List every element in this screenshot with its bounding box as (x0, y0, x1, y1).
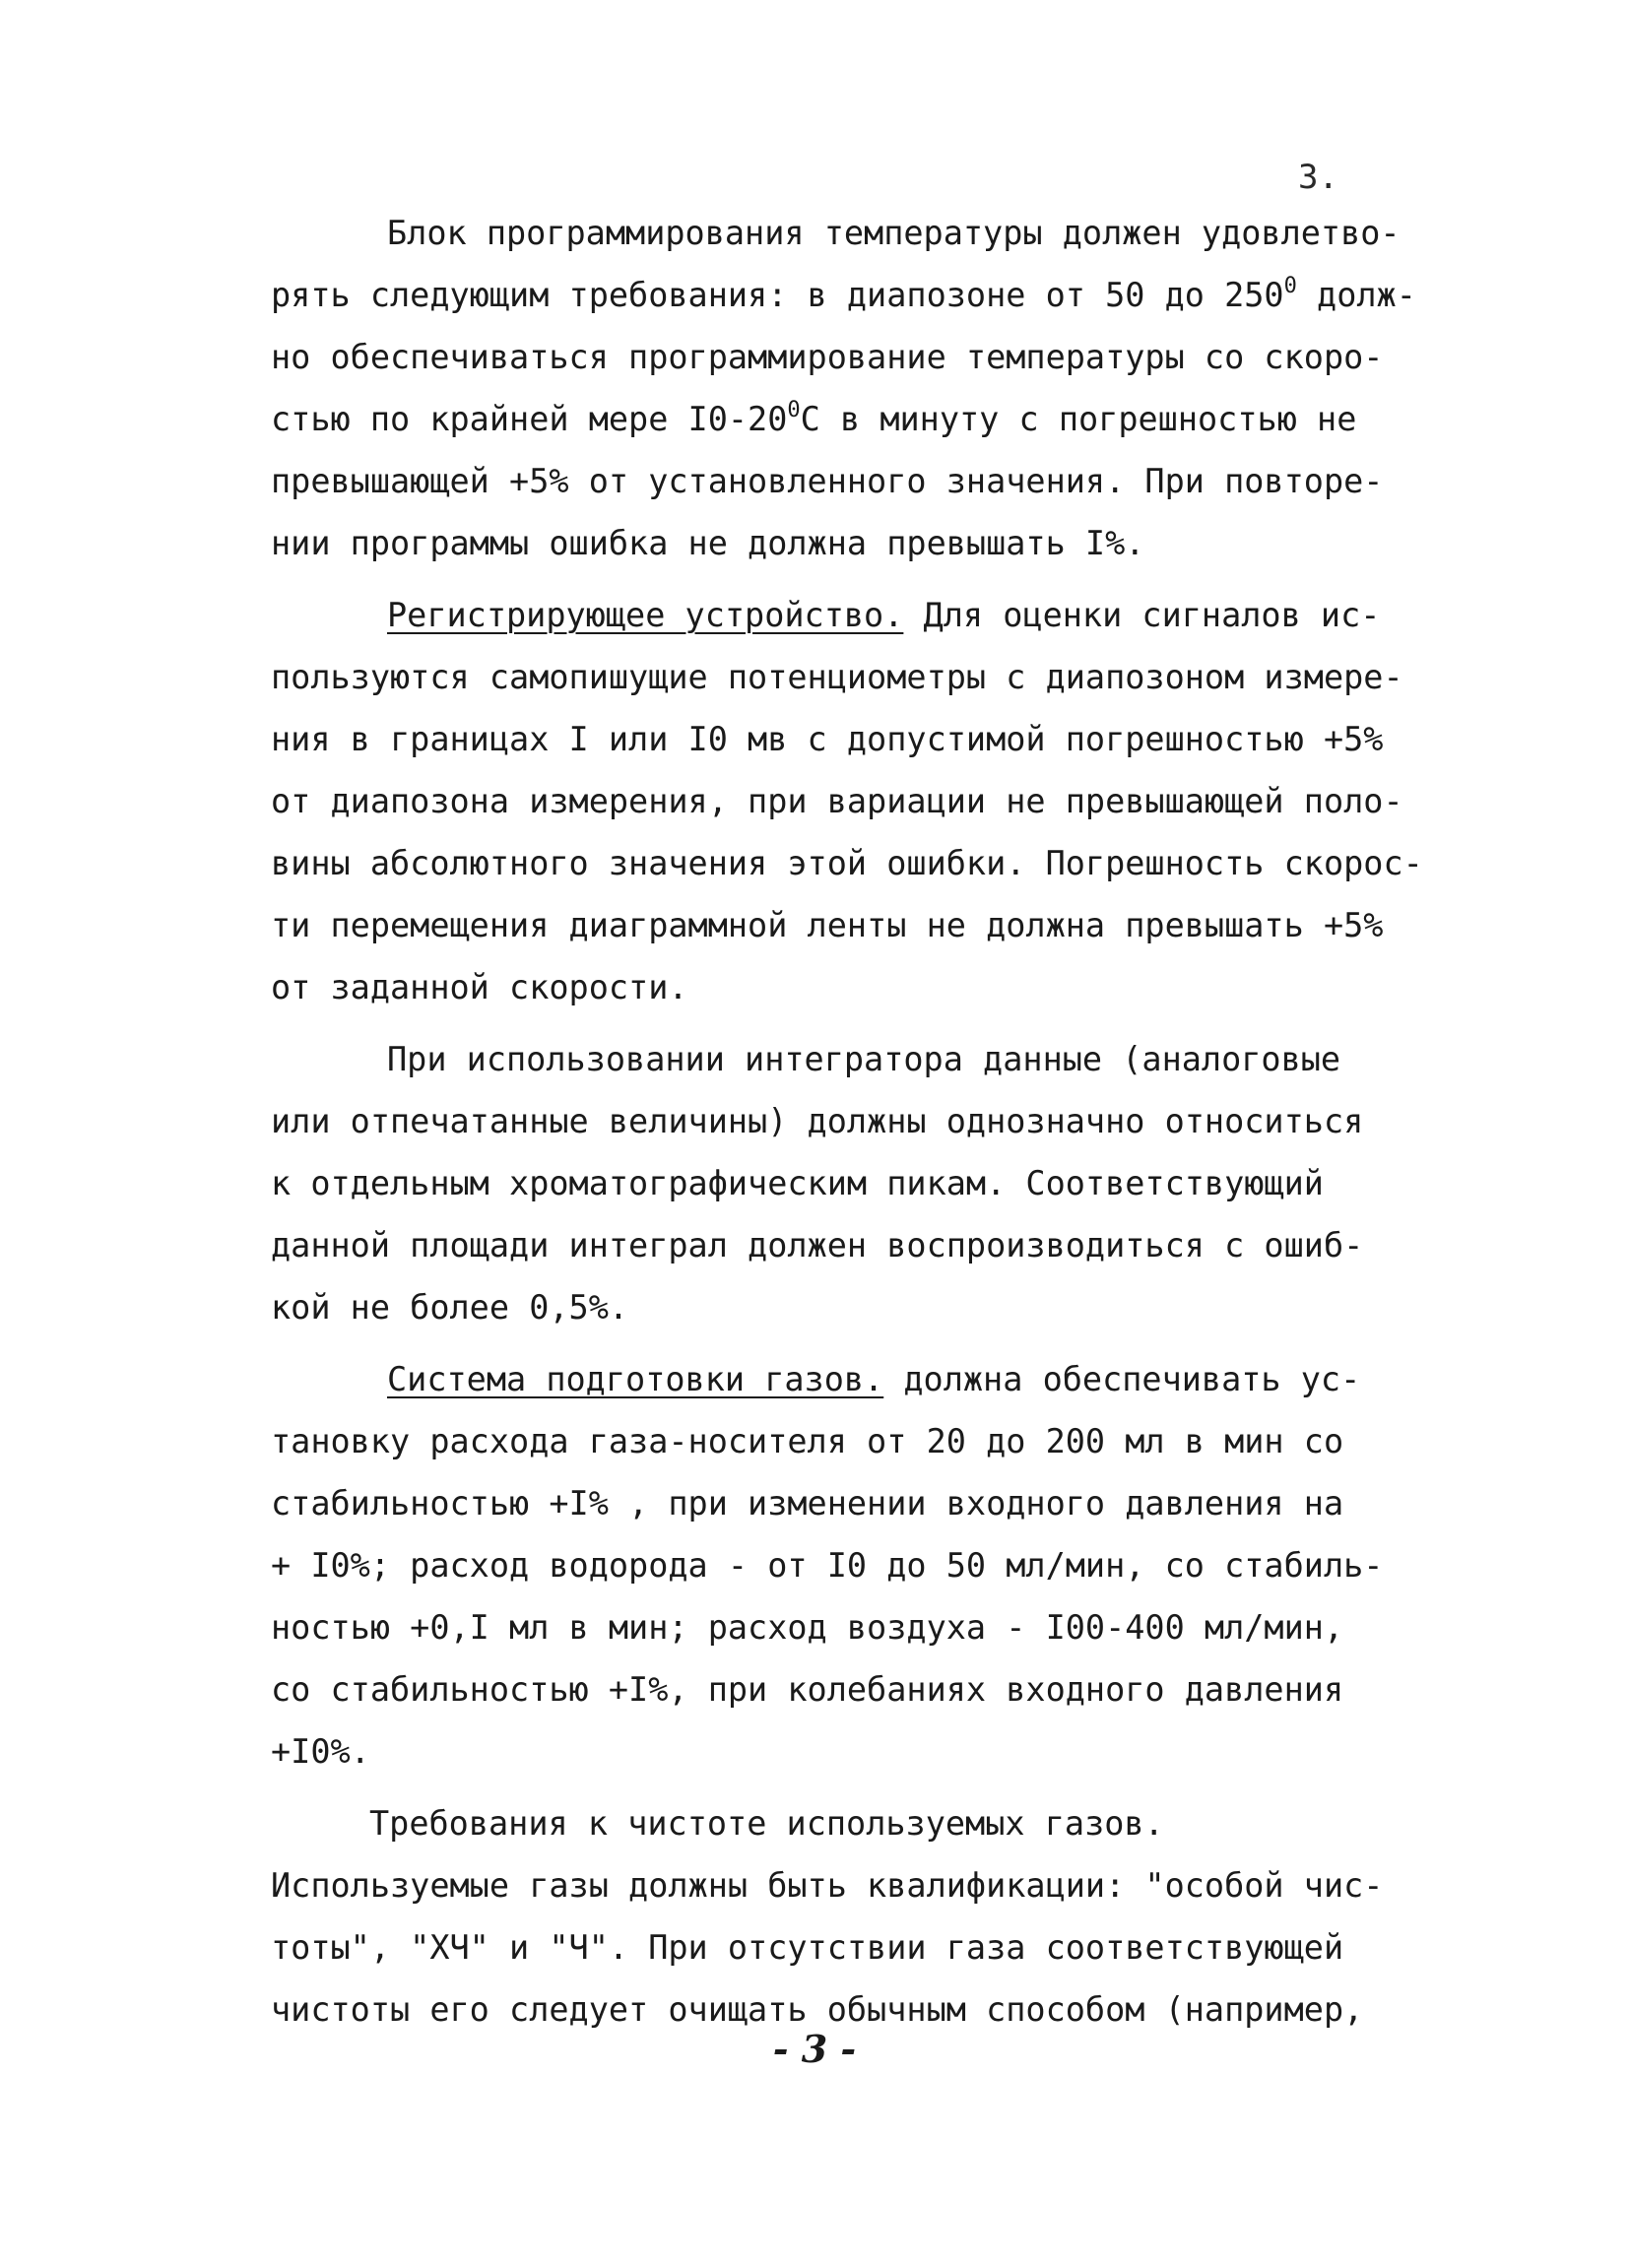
page-number-top: 3. (1298, 158, 1338, 197)
superscript-degree: 0 (1283, 274, 1297, 298)
text-line: стабильностью +I% , при изменении входного давления на (271, 1484, 1344, 1523)
text-line: к отдельным хроматографическим пикам. Соответствующий (271, 1164, 1324, 1202)
text-line: ностью +0,I мл в мин; расход воздуха - I00-400 мл/мин, (271, 1608, 1344, 1647)
text-line: тоты", "ХЧ" и "Ч". При отсутствии газа соответствующей (271, 1928, 1344, 1967)
text-line: от заданной скорости. (271, 968, 688, 1006)
paragraph-temperature-programming (271, 202, 1416, 574)
paragraph-gap (271, 1782, 1394, 1792)
text-line: со стабильностью +I%, при колебаниях входного давления (271, 1670, 1344, 1709)
paragraph-gap (271, 1018, 1394, 1028)
text-span: долж- (1296, 276, 1416, 314)
text-line: нии программы ошибка не должна превышать I%. (271, 524, 1145, 562)
text-line: + I0%; расход водорода - от I0 до 50 мл/мин, со стабиль- (271, 1546, 1384, 1585)
text-line: вины абсолютного значения этой ошибки. Погрешность скорос- (271, 844, 1423, 882)
text-line: данной площади интеграл должен воспроизводиться с ошиб- (271, 1226, 1364, 1264)
text-line: Используемые газы должны быть квалификации: "особой чис- (271, 1866, 1384, 1905)
text-span: С в минуту с погрешностью не (800, 400, 1357, 438)
text-line: Блок программирования температуры должен удовлетво- (387, 214, 1401, 252)
text-span: стью по крайней мере I0-20 (271, 400, 788, 438)
superscript-degree: 0 (787, 398, 801, 422)
paragraph-gap (271, 1338, 1394, 1348)
section-heading: Система подготовки газов. (387, 1360, 884, 1398)
paragraph-gap (271, 574, 1394, 584)
text-line: При использовании интегратора данные (аналоговые (387, 1040, 1341, 1078)
text-line: Требования к чистоте используемых газов. (369, 1804, 1164, 1843)
text-span: должна обеспечивать ус- (883, 1360, 1361, 1398)
paragraph-gas-preparation (271, 1348, 1394, 1782)
text-line: чистоты его следует очищать обычным способом (например, (271, 1990, 1364, 2029)
text-line: превышающей +5% от установленного значения. При повторе- (271, 462, 1384, 500)
page-number-bottom: - 3 - (772, 2027, 857, 2071)
text-line: ния в границах I или I0 мв с допустимой погрешностью +5% (271, 720, 1384, 758)
text-line (271, 584, 1394, 646)
document-body (271, 202, 1423, 2041)
text-line: тановку расхода газа-носителя от 20 до 200 мл в мин со (271, 1422, 1344, 1460)
text-line: но обеспечиваться программирование температуры со скоро- (271, 338, 1384, 376)
text-line (271, 388, 1394, 450)
text-span: рять следующим требования: в диапозоне от 50 до 250 (271, 276, 1284, 314)
text-line: кой не более 0,5%. (271, 1288, 629, 1327)
text-line: от диапозона измерения, при вариации не превышающей поло- (271, 782, 1403, 820)
text-line (271, 1348, 1394, 1410)
text-line: пользуются самопишущие потенциометры с диапозоном измере- (271, 658, 1403, 696)
text-line: +I0%. (271, 1732, 370, 1771)
paragraph-integrator (271, 1028, 1394, 1338)
text-span: Для оценки сигналов ис- (903, 596, 1381, 634)
paragraph-gas-purity (271, 1792, 1394, 2041)
text-line (271, 264, 1416, 326)
text-line: или отпечатанные величины) должны однозначно относиться (271, 1102, 1364, 1140)
text-line: ти перемещения диаграммной ленты не должна превышать +5% (271, 906, 1384, 944)
paragraph-recording-device (271, 584, 1423, 1018)
section-heading: Регистрирующее устройство. (387, 596, 904, 634)
